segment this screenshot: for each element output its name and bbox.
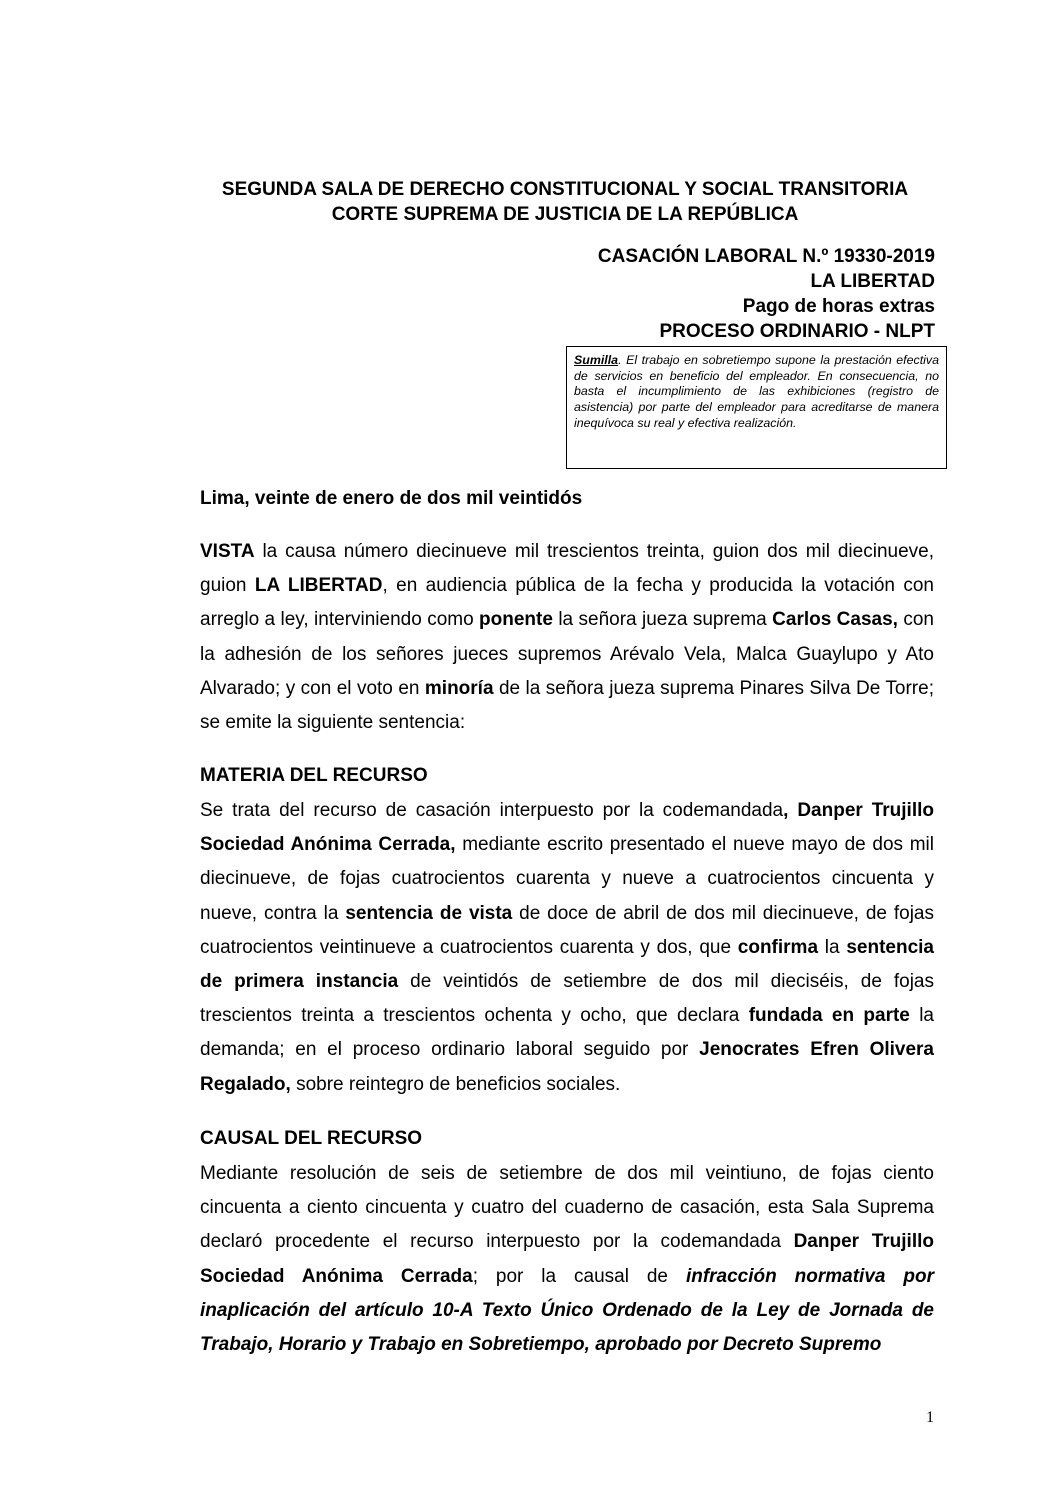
vista-judge-name: Carlos Casas, (772, 609, 898, 631)
materia-plaintiff: Jenocrates Efren Olivera Regalado, (200, 1039, 935, 1095)
causal-codefendant: Danper Trujillo Sociedad Anónima Cerrada (200, 1231, 934, 1287)
causal-title: CAUSAL DEL RECURSO (200, 1128, 423, 1149)
sumilla-box (566, 346, 947, 469)
case-region: LA LIBERTAD (810, 271, 935, 292)
causal-paragraph (200, 1157, 934, 1362)
vista-text-4: con la adhesión de los señores jueces supremos Arévalo Vela, Malca Guaylupo y Ato Alvarado; y con el voto en (200, 609, 934, 699)
vista-text-1: la causa número diecinueve mil trescientos treinta, guion dos mil diecinueve, guion (200, 541, 934, 597)
vista-minority: minoría (424, 677, 494, 699)
page-number: 1 (926, 1409, 934, 1426)
materia-text-7: sobre reintegro de beneficios sociales. (290, 1073, 621, 1095)
vista-text-3: la señora jueza suprema (552, 609, 773, 631)
materia-title: MATERIA DEL RECURSO (200, 765, 428, 786)
materia-paragraph (200, 794, 934, 1102)
causal-text-1: Mediante resolución de seis de setiembre de dos mil veintiuno, de fojas ciento cincuenta a ciento cincuenta y cuatro del cuaderno de casación, esta Sala Suprema declaró procedente el recurso interpuesto por la codemandada (200, 1163, 934, 1253)
materia-text-4: la (818, 936, 847, 958)
case-info-block (598, 244, 935, 344)
materia-codefendant: , Danper Trujillo Sociedad Anónima Cerrada, (200, 800, 934, 856)
vista-text-2: , en audiencia pública de la fecha y producida la votación con arreglo a ley, interviniendo como (200, 575, 934, 631)
vista-text-5: de la señora jueza suprema Pinares Silva De Torre; se emite la siguiente sentencia: (200, 677, 934, 734)
case-number: CASACIÓN LABORAL N.º 19330-2019 (597, 246, 935, 267)
sumilla-text: . El trabajo en sobretiempo supone la prestación efectiva de servicios en beneficio del empleador. En consecuencia, no basta el incumplimiento de las exhibiciones (registro de asistencia) por parte del empleador para acreditarse de manera inequívoca su real y efectiva realización. (574, 353, 939, 430)
vista-keyword: VISTA (200, 541, 255, 562)
date-line: Lima, veinte de enero de dos mil veintidós (200, 488, 583, 509)
materia-text-5: de veintidós de setiembre de dos mil dieciséis, de fojas trescientos treinta a trescientos ochenta y ocho, que declara (200, 971, 935, 1027)
sumilla-label: Sumilla (574, 353, 619, 367)
court-name: CORTE SUPREMA DE JUSTICIA DE LA REPÚBLICA (331, 204, 799, 225)
vista-region: LA LIBERTAD (254, 575, 383, 597)
vista-paragraph (200, 535, 934, 740)
materia-text-6: la demanda; en el proceso ordinario laboral seguido por (200, 1005, 934, 1061)
materia-confirma: confirma (737, 936, 819, 958)
court-chamber-name: SEGUNDA SALA DE DERECHO CONSTITUCIONAL Y SOCIAL TRANSITORIA (221, 179, 909, 200)
causal-infraction: infracción normativa por inaplicación del artículo 10-A Texto Único Ordenado de la Ley de Jornada de Trabajo, Horario y Trabajo en Sobretiempo, aprobado por Decreto Supremo (200, 1265, 934, 1356)
materia-sentencia-vista: sentencia de vista (345, 902, 513, 924)
materia-text-3: de doce de abril de dos mil diecinueve, de fojas cuatrocientos veintinueve a cuatrocientos cuarenta y dos, que (200, 902, 934, 958)
court-header (180, 177, 950, 227)
materia-text-1: Se trata del recurso de casación interpuesto por la codemandada (200, 800, 784, 821)
vista-ponente: ponente (479, 609, 553, 631)
causal-text-2: ; por la causal de (472, 1265, 686, 1287)
case-process-type: PROCESO ORDINARIO - NLPT (659, 321, 935, 342)
materia-text-2: mediante escrito presentado el nueve mayo de dos mil diecinueve, de fojas cuatrocientos cuarenta y nueve a cuatrocientos cincuenta y nueve, contra la (200, 834, 934, 924)
materia-fundada: fundada en parte (748, 1005, 910, 1027)
case-subject: Pago de horas extras (742, 296, 935, 317)
materia-primera-instancia: sentencia de primera instancia (200, 936, 934, 993)
